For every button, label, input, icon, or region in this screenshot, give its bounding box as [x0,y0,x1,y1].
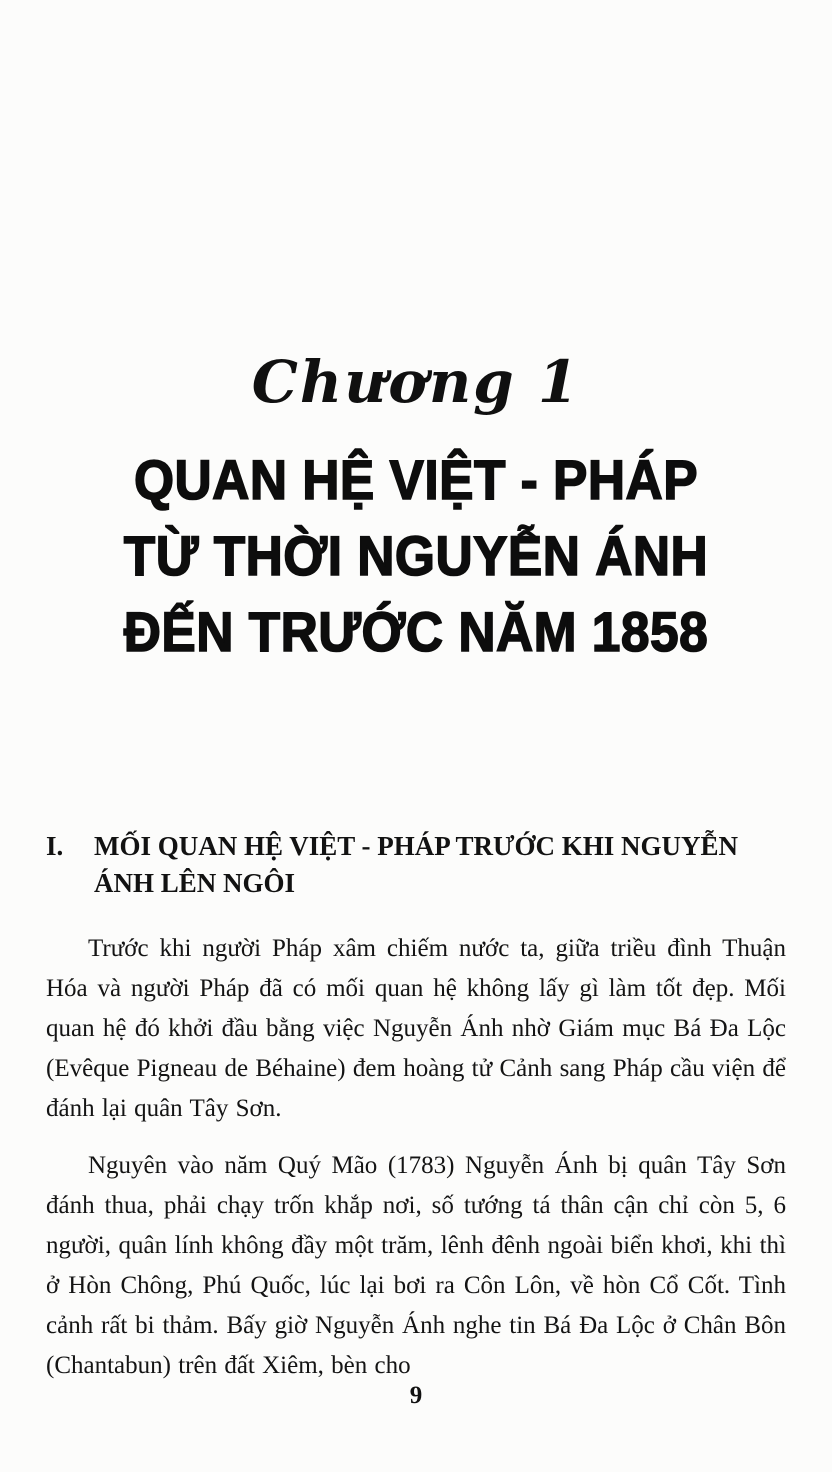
paragraph: Nguyên vào năm Quý Mão (1783) Nguyễn Ánh bị quân Tây Sơn đánh thua, phải chạy trốn khắp nơi, số tướng tá thân cận chỉ còn 5, 6 người, quân lính không đầy một trăm, lênh đênh ngoài biển khơi, khi thì ở Hòn Chông, Phú Quốc, lúc lại bơi ra Côn Lôn, về hòn Cổ Cốt. Tình cảnh rất bi thảm. Bấy giờ Nguyễn Ánh nghe tin Bá Đa Lộc ở Chân Bôn (Chantabun) trên đất Xiêm, bèn cho [46,1152,786,1379]
chapter-title-line-1: QUAN HỆ VIỆT - PHÁP [133,448,699,511]
section-number: I. [46,831,64,861]
body-text [46,912,786,1386]
chapter-title [76,442,757,670]
chapter-script-label: Chương 1 [251,348,581,416]
section-heading [46,828,786,902]
section-title: MỐI QUAN HỆ VIỆT - PHÁP TRƯỚC KHI NGUYỄN ÁNH LÊN NGÔI [94,831,739,898]
paragraph: Trước khi người Pháp xâm chiếm nước ta, giữa triều đình Thuận Hóa và người Pháp đã có mối quan hệ không lấy gì làm tốt đẹp. Mối quan hệ đó khởi đầu bằng việc Nguyễn Ánh nhờ Giám mục Bá Đa Lộc (Evêque Pigneau de Béhaine) đem hoàng tử Cảnh sang Pháp cầu viện để đánh lại quân Tây Sơn. [46,935,786,1122]
chapter-title-line-3: ĐẾN TRƯỚC NĂM 1858 [123,600,709,663]
page-number: 9 [409,1382,423,1409]
chapter-title-line-2: TỪ THỜI NGUYỄN ÁNH [123,524,709,587]
